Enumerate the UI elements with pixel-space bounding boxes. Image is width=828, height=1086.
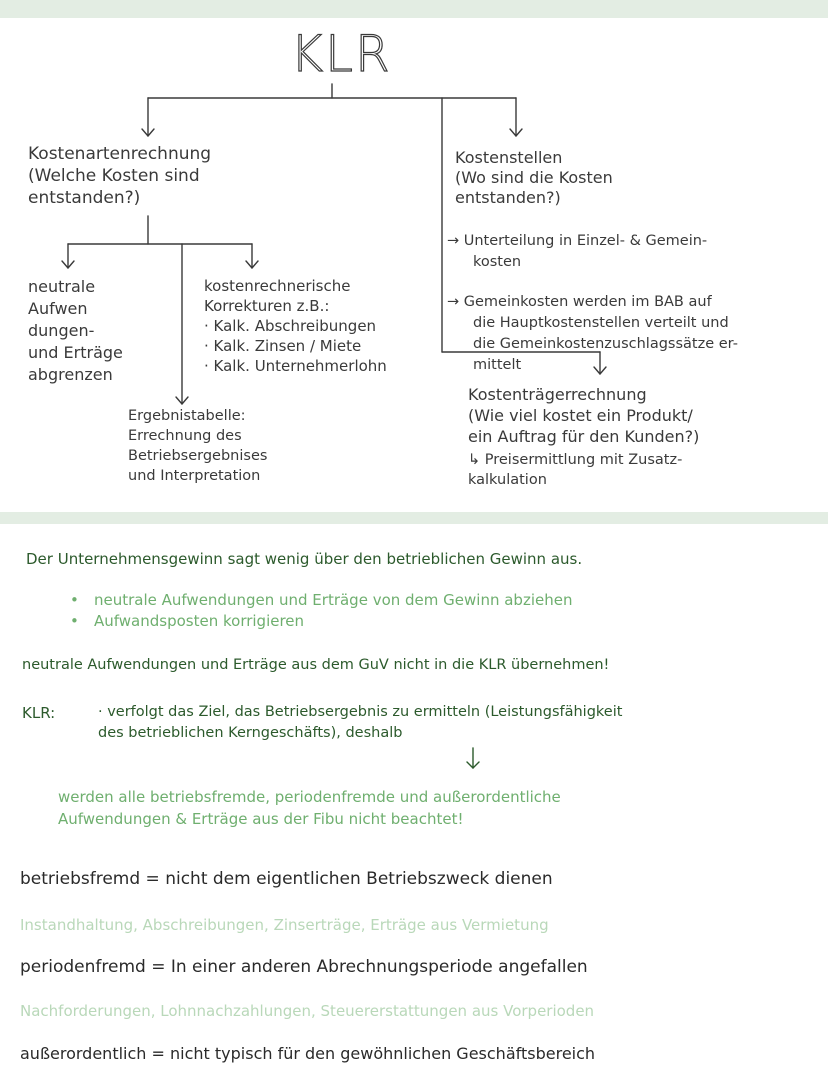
notes-section [0, 524, 828, 1086]
definition-ausserordentlich: außerordentlich = nicht typisch für den gewöhnlichen Geschäftsbereich [20, 1044, 596, 1063]
kostentraeger-point: ↳ Preisermittlung mit Zusatz- kalkulation [468, 452, 683, 488]
note-line-gewinn: Der Unternehmensgewinn sagt wenig über den betrieblichen Gewinn aus. [26, 550, 583, 568]
kostenartenrechnung-box: Kostenartenrechnung (Welche Kosten sind entstanden?) [28, 144, 212, 208]
kostentraeger-box: Kostenträgerrechnung (Wie viel kostet ein Produkt/ ein Auftrag für den Kunden?) [468, 385, 700, 446]
korrekturen-box: kostenrechnerische Korrekturen z.B.: · Kalk. Abschreibungen · Kalk. Zinsen / Miete · Kalk. Unternehmerlohn [204, 277, 387, 375]
down-arrow-icon [463, 746, 483, 772]
note-klr-label: KLR: [22, 704, 56, 722]
divider-band [0, 512, 828, 524]
ergebnistabelle-box: Ergebnistabelle: Errechnung des Betriebsergebnises und Interpretation [128, 408, 268, 484]
note-bullet: • neutrale Aufwendungen und Erträge von dem Gewinn abziehen [70, 590, 572, 611]
definition-periodenfremd: periodenfremd = In einer anderen Abrechnungsperiode angefallen [20, 957, 588, 977]
note-klr-text: · verfolgt das Ziel, das Betriebsergebnis zu ermitteln (Leistungsfähigkeit des betrieblichen Kerngeschäfts), deshalb [98, 704, 623, 741]
top-band [0, 0, 828, 18]
note-line-guv: neutrale Aufwendungen und Erträge aus dem GuV nicht in die KLR übernehmen! [22, 657, 610, 673]
example-periodenfremd: Nachforderungen, Lohnnachzahlungen, Steuererstattungen aus Vorperioden [20, 1002, 595, 1020]
klr-title: KLR [290, 25, 392, 83]
kostenstellen-points [447, 212, 738, 395]
example-betriebsfremd: Instandhaltung, Abschreibungen, Zinserträge, Erträge aus Vermietung [20, 916, 549, 934]
kostenstellen-point: → Unterteilung in Einzel- & Gemein- kosten [447, 233, 708, 270]
note-bullets [70, 590, 572, 632]
kostenstellen-point: → Gemeinkosten werden im BAB auf die Hauptkostenstellen verteilt und die Gemeinkostenzuschlagssätze er- mittelt [447, 294, 738, 373]
definition-betriebsfremd: betriebsfremd = nicht dem eigentlichen Betriebszweck dienen [20, 869, 553, 889]
note-nicht-beachtet: werden alle betriebsfremde, periodenfremde und außerordentliche Aufwendungen & Erträge aus der Fibu nicht beachtet! [58, 788, 561, 828]
kostenstellen-heading: Kostenstellen (Wo sind die Kosten entstanden?) [455, 148, 613, 207]
note-bullet: • Aufwandsposten korrigieren [70, 611, 572, 632]
neutrale-box: neutrale Aufwen dungen- und Erträge abgrenzen [28, 277, 123, 384]
klr-diagram [0, 18, 828, 512]
